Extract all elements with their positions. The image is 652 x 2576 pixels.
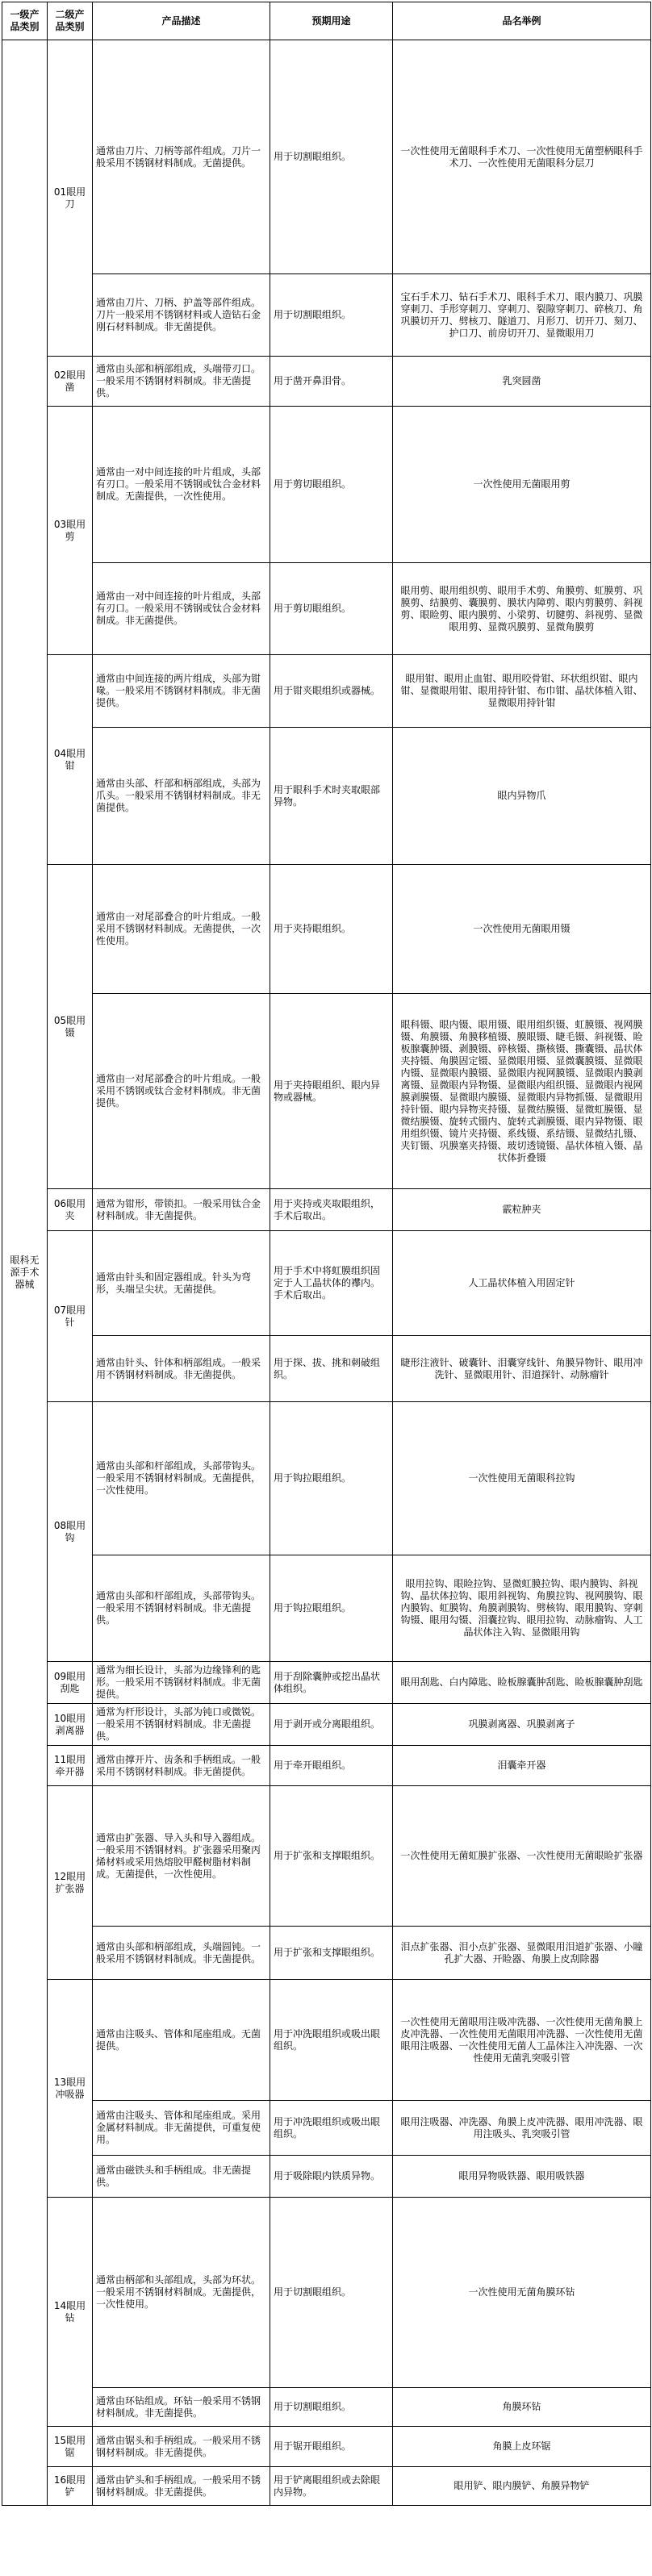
examples-cell: 一次性使用无菌虹膜扩张器、一次性使用无菌眼睑扩张器: [393, 1786, 651, 1927]
intended-use-cell: 用于锯开眼组织。: [270, 2427, 393, 2467]
examples-cell: 眼用钳、眼用止血钳、眼用咬骨钳、环状组织钳、眼内钳、显微眼用钳、眼用持针钳、布巾钳、晶状体植入钳、显微眼用持针钳: [393, 655, 651, 728]
category2-cell: 05眼用镊: [48, 865, 93, 1189]
examples-cell: 一次性使用无菌眼用注吸冲洗器、一次性使用无菌角膜上皮冲洗器、一次性使用无菌眼用冲洗器、一次性使用无菌眼用注吸器、一次性使用无菌人工晶体注入冲洗器、一次性使用无菌乳突吸引管: [393, 1980, 651, 2101]
intended-use-cell: 用于手术中将虹膜组织固定于人工晶状体的襻内。手术后取出。: [270, 1231, 393, 1336]
table-row: [2, 1786, 651, 1927]
table-row: [2, 655, 651, 728]
intended-use-cell: 用于扩张和支撑眼组织。: [270, 1927, 393, 1980]
table-row: [2, 2156, 651, 2198]
table-row: [2, 728, 651, 865]
category2-cell: 10眼用剥离器: [48, 1704, 93, 1746]
intended-use-cell: 用于钳夹眼组织或器械。: [270, 655, 393, 728]
table-row: [2, 1402, 651, 1555]
category2-cell: 07眼用针: [48, 1231, 93, 1402]
table-row: [2, 563, 651, 655]
description-cell: 通常由一对尾部叠合的叶片组成。一般采用不锈钢或钛合金材料制成。非无菌提供。: [93, 994, 270, 1189]
table-row: [2, 40, 651, 274]
examples-cell: 眼内异物爪: [393, 728, 651, 865]
examples-cell: 一次性使用无菌眼科拉钩: [393, 1402, 651, 1555]
intended-use-cell: 用于眼科手术时夹取眼部异物。: [270, 728, 393, 865]
category2-cell: 09眼用刮匙: [48, 1662, 93, 1704]
description-cell: 通常由环钻组成。环钻一般采用不锈钢材料制成。非无菌提供。: [93, 2388, 270, 2427]
examples-cell: 乳突圆凿: [393, 357, 651, 407]
category2-cell: 01眼用刀: [48, 40, 93, 357]
table-row: [2, 2198, 651, 2388]
examples-cell: 角膜环钻: [393, 2388, 651, 2427]
description-cell: 通常由头部和柄部组成，头端带刃口。一般采用不锈钢材料制成。非无菌提供。: [93, 357, 270, 407]
header-examples: 品名举例: [393, 2, 651, 40]
intended-use-cell: 用于冲洗眼组织或吸出眼组织。: [270, 1980, 393, 2101]
examples-cell: 宝石手术刀、钻石手术刀、眼科手术刀、眼内膜刀、巩膜穿刺刀、手形穿刺刀、穿刺刀、裂隙穿刺刀、碎核刀、角巩膜切开刀、劈核刀、隧道刀、月形刀、切开刀、刻刀、护口刀、前房切开刀、显微眼用刀: [393, 274, 651, 357]
description-cell: 通常由磁铁头和手柄组成。非无菌提供。: [93, 2156, 270, 2198]
table-row: [2, 1980, 651, 2101]
intended-use-cell: 用于探、拔、挑和刺破组织。: [270, 1336, 393, 1402]
category2-cell: 06眼用夹: [48, 1189, 93, 1231]
examples-cell: 眼用注吸器、冲洗器、角膜上皮冲洗器、眼用冲洗器、眼用注吸头、乳突吸引管: [393, 2101, 651, 2156]
category2-cell: 16眼用铲: [48, 2467, 93, 2506]
product-table: [2, 2, 651, 2506]
table-row: [2, 2101, 651, 2156]
intended-use-cell: 用于剪切眼组织。: [270, 563, 393, 655]
intended-use-cell: 用于钩拉眼组织。: [270, 1402, 393, 1555]
table-row: [2, 407, 651, 563]
description-cell: 通常由针头、针体和柄部组成。一般采用不锈钢材料制成。非无菌提供。: [93, 1336, 270, 1402]
table-row: [2, 1336, 651, 1402]
description-cell: 通常由中间连接的两片组成，头部为钳喙。一般采用不锈钢材料制成。非无菌提供。: [93, 655, 270, 728]
intended-use-cell: 用于铲离眼组织或去除眼内异物。: [270, 2467, 393, 2506]
category2-cell: 14眼用钻: [48, 2198, 93, 2427]
category2-cell: 08眼用钩: [48, 1402, 93, 1662]
examples-cell: 眼用剪、眼用组织剪、眼用手术剪、角膜剪、虹膜剪、巩膜剪、结膜剪、囊膜剪、膜状内障剪、眼内剪膜剪、斜视剪、眼睑剪、眼内膜剪、小梁剪、切腱剪、斜视剪、显微眼用剪、显微巩膜剪、显微角膜剪: [393, 563, 651, 655]
examples-cell: 泪点扩张器、泪小点扩张器、显微眼用泪道扩张器、小瞳孔扩大器、开睑器、角膜上皮刮除器: [393, 1927, 651, 1980]
examples-cell: 一次性使用无菌角膜环钻: [393, 2198, 651, 2388]
intended-use-cell: 用于切割眼组织。: [270, 2388, 393, 2427]
table-row: [2, 357, 651, 407]
description-cell: 通常由一对尾部叠合的叶片组成。一般采用不锈钢材料制成。无菌提供，一次性使用。: [93, 865, 270, 994]
intended-use-cell: 用于切割眼组织。: [270, 40, 393, 274]
table-row: [2, 2388, 651, 2427]
examples-cell: 角膜上皮环锯: [393, 2427, 651, 2467]
table-row: [2, 274, 651, 357]
intended-use-cell: 用于扩张和支撑眼组织。: [270, 1786, 393, 1927]
table-row: [2, 1746, 651, 1786]
table-row: [2, 865, 651, 994]
table-row: [2, 1189, 651, 1231]
description-cell: 通常由铲头和手柄组成。一般采用不锈钢材料制成。非无菌提供。: [93, 2467, 270, 2506]
table-row: [2, 1662, 651, 1704]
intended-use-cell: 用于牵开眼组织。: [270, 1746, 393, 1786]
category2-cell: 02眼用凿: [48, 357, 93, 407]
header-category1: 一级产品类别: [2, 2, 48, 40]
description-cell: 通常由注吸头、管体和尾座组成。采用金属材料制成。非无菌提供，可重复使用。: [93, 2101, 270, 2156]
description-cell: 通常为钳形，带锁扣。一般采用钛合金材料制成。非无菌提供。: [93, 1189, 270, 1231]
description-cell: 通常由扩张器、导入头和导入器组成。一般采用不锈钢材料。扩张器采用聚丙烯材料或采用热熔胶甲醛树脂材料制成。无菌提供，一次性使用。: [93, 1786, 270, 1927]
description-cell: 通常由刀片、刀柄、护盖等部件组成。刀片一般采用不锈钢材料或人造钻石金刚石材料制成。非无菌提供。: [93, 274, 270, 357]
category2-cell: 04眼用钳: [48, 655, 93, 865]
examples-cell: 霰粒肿夹: [393, 1189, 651, 1231]
intended-use-cell: 用于夹持或夹取眼组织，手术后取出。: [270, 1189, 393, 1231]
description-cell: 通常由针头和固定器组成。针头为弯形，头端呈尖状。无菌提供。: [93, 1231, 270, 1336]
examples-cell: 眼用刮匙、白内障匙、睑板腺囊肿刮匙、睑板腺囊肿刮匙: [393, 1662, 651, 1704]
intended-use-cell: 用于夹持眼组织。: [270, 865, 393, 994]
intended-use-cell: 用于冲洗眼组织或吸出眼组织。: [270, 2101, 393, 2156]
intended-use-cell: 用于切割眼组织。: [270, 2198, 393, 2388]
description-cell: 通常由刀片、刀柄等部件组成。刀片一般采用不锈钢材料制成。无菌提供。: [93, 40, 270, 274]
description-cell: 通常由一对中间连接的叶片组成，头部有刃口。一般采用不锈钢或钛合金材料制成。无菌提供，一次性使用。: [93, 407, 270, 563]
intended-use-cell: 用于切割眼组织。: [270, 274, 393, 357]
intended-use-cell: 用于凿开鼻泪骨。: [270, 357, 393, 407]
table-row: [2, 994, 651, 1189]
examples-cell: 泪囊牵开器: [393, 1746, 651, 1786]
header-intended-use: 预期用途: [270, 2, 393, 40]
header-description: 产品描述: [93, 2, 270, 40]
examples-cell: 人工晶状体植入用固定针: [393, 1231, 651, 1336]
intended-use-cell: 用于刮除囊肿或挖出晶状体组织。: [270, 1662, 393, 1704]
examples-cell: 眼用拉钩、眼睑拉钩、显微虹膜拉钩、眼内膜钩、斜视钩、晶状体拉钩、眼用斜视钩、角膜拉钩、视网膜钩、眼内膜钩、虹膜钩、角膜剥膜钩、劈核钩、眼用膜钩、穿刺钩镊、眼用勾镊、泪囊拉钩、眼用拉钩、动脉瘤钩、人工晶状体注入钩、显微眼用钩: [393, 1555, 651, 1662]
examples-cell: 巩膜剥离器、巩膜剥离子: [393, 1704, 651, 1746]
examples-cell: 眼科镊、眼内镊、眼用镊、眼用组织镊、虹膜镊、视网膜镊、角膜镊、角膜移植镊、膜眼镊、睫毛镊、斜视镊、睑板腺囊肿镊、剥膜镊、碎核镊、撕核镊、撕囊镊、晶状体夹持镊、角膜固定镊、显微眼用镊、显微囊膜镊、显微眼内镊、显微眼内膜镊、显微眼内视网膜镊、显微眼内膜剥离镊、显微眼内异物镊、显微眼内组织镊、显微眼内视网膜剥膜镊、显微眼内膜镊、显微眼内异物抓镊、显微眼用持针镊、眼内异物夹持镊、显微结膜镊、显微虹膜镊、显微结膜镊、旋转式镊内、旋转式剥膜镊、眼内异物镊、眼用组织镊、镜片夹持镊、系线镊、系结镊、显微结扎镊、夹钉镊、巩膜塞夹持镊、玻切透镜镊、晶状体植入镊、晶状体折叠镊: [393, 994, 651, 1189]
description-cell: 通常由头部、杆部和柄部组成，头部为爪头。一般采用不锈钢材料制成。非无菌提供。: [93, 728, 270, 865]
table-row: [2, 2467, 651, 2506]
intended-use-cell: 用于夹持眼组织、眼内异物或器械。: [270, 994, 393, 1189]
category1-cell: 眼科无源手术器械: [2, 40, 48, 2506]
category2-cell: 13眼用冲吸器: [48, 1980, 93, 2198]
table-row: [2, 2427, 651, 2467]
examples-cell: 一次性使用无菌眼用剪: [393, 407, 651, 563]
intended-use-cell: 用于吸除眼内铁质异物。: [270, 2156, 393, 2198]
category2-cell: 12眼用扩张器: [48, 1786, 93, 1980]
table-row: [2, 1927, 651, 1980]
header-row: [2, 2, 651, 40]
table-row: [2, 1555, 651, 1662]
examples-cell: 眼用铲、眼内膜铲、角膜异物铲: [393, 2467, 651, 2506]
description-cell: 通常由柄部和头部组成，头部为环状。一般采用不锈钢材料制成。无菌提供，一次性使用。: [93, 2198, 270, 2388]
description-cell: 通常由一对中间连接的叶片组成，头部有刃口。一般采用不锈钢或钛合金材料制成。非无菌提供。: [93, 563, 270, 655]
intended-use-cell: 用于钩拉眼组织。: [270, 1555, 393, 1662]
examples-cell: 一次性使用无菌眼科手术刀、一次性使用无菌塑柄眼科手术刀、一次性使用无菌眼科分层刀: [393, 40, 651, 274]
description-cell: 通常由注吸头、管体和尾座组成。无菌提供。: [93, 1980, 270, 2101]
description-cell: 通常由头部和杆部组成，头部带钩头。一般采用不锈钢材料制成。非无菌提供。: [93, 1555, 270, 1662]
description-cell: 通常由锯头和手柄组成。一般采用不锈钢材料制成。非无菌提供。: [93, 2427, 270, 2467]
description-cell: 通常由头部和柄部组成，头端圆钝。一般采用不锈钢材料制成。非无菌提供。: [93, 1927, 270, 1980]
description-cell: 通常由撑开片、齿条和手柄组成。一般采用不锈钢材料制成。非无菌提供。: [93, 1746, 270, 1786]
category2-cell: 15眼用锯: [48, 2427, 93, 2467]
header-category2: 二级产品类别: [48, 2, 93, 40]
examples-cell: 眼用异物吸铁器、眼用吸铁器: [393, 2156, 651, 2198]
table-row: [2, 1231, 651, 1336]
category2-cell: 11眼用牵开器: [48, 1746, 93, 1786]
description-cell: 通常由头部和杆部组成，头部带钩头。一般采用不锈钢材料制成。无菌提供，一次性使用。: [93, 1402, 270, 1555]
description-cell: 通常为细长设计，头部为边缘锋利的匙形。一般采用不锈钢材料制成。非无菌提供。: [93, 1662, 270, 1704]
table-row: [2, 1704, 651, 1746]
category2-cell: 03眼用剪: [48, 407, 93, 655]
description-cell: 通常为杆形设计，头部为钝口或微锐。一般采用不锈钢材料制成。非无菌提供。: [93, 1704, 270, 1746]
examples-cell: 一次性使用无菌眼用镊: [393, 865, 651, 994]
intended-use-cell: 用于剥开或分离眼组织。: [270, 1704, 393, 1746]
intended-use-cell: 用于剪切眼组织。: [270, 407, 393, 563]
examples-cell: 睫形注液针、破囊针、泪囊穿线针、角膜异物针、眼用冲洗针、显微眼用针、泪道探针、动脉瘤针: [393, 1336, 651, 1402]
